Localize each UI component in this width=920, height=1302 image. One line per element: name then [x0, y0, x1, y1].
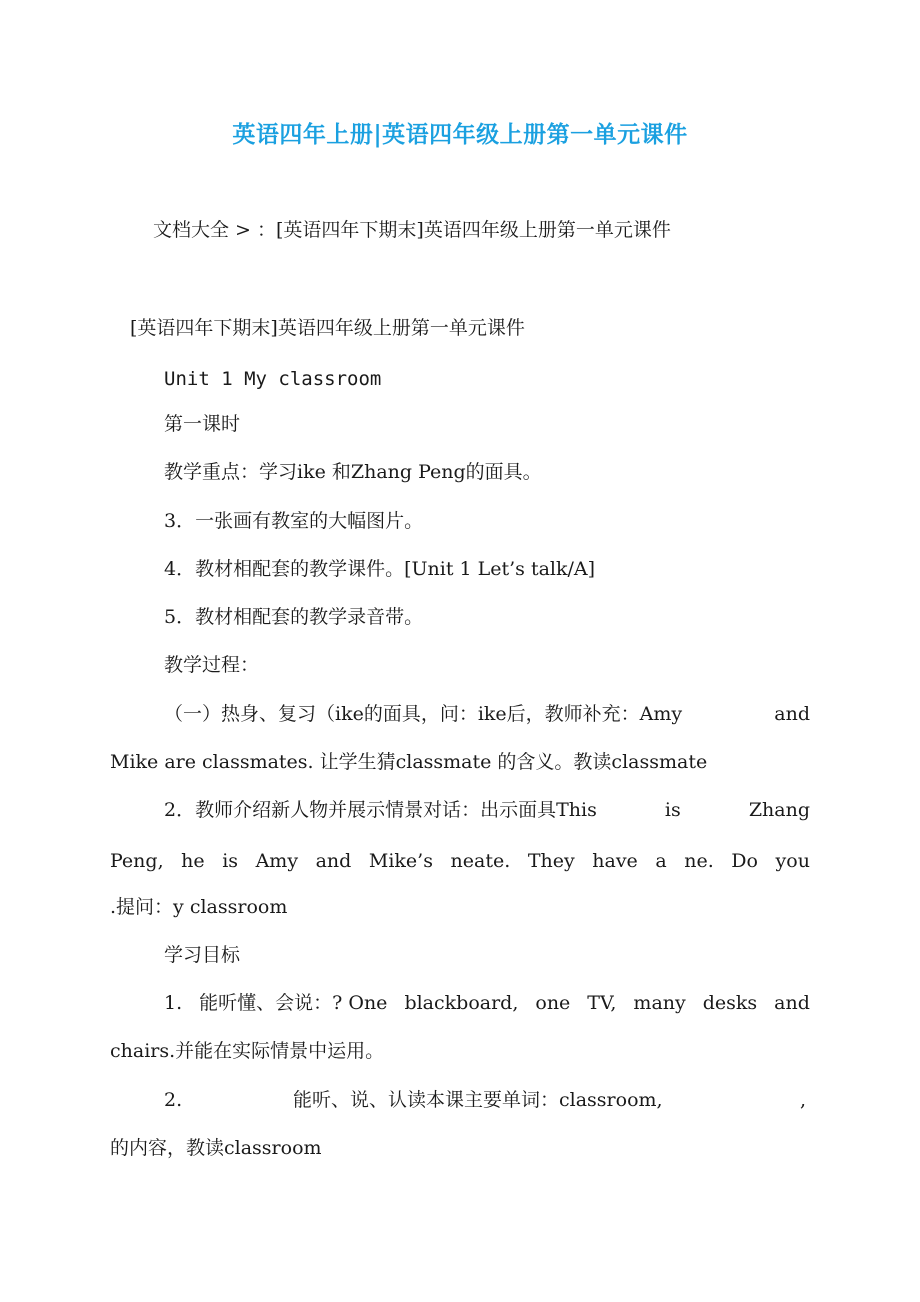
peng-word: you [775, 850, 810, 872]
document-title: 英语四年上册|英语四年级上册第一单元课件 [232, 121, 688, 148]
goals-heading: 学习目标 [164, 944, 241, 966]
goal-1-line-1 [164, 991, 810, 1015]
goal1-word: and [774, 992, 810, 1014]
warmup-line-1 [164, 702, 810, 726]
peng-word: a [655, 850, 667, 872]
lesson-line: 第一课时 [164, 413, 241, 435]
warmup-text-b: and [774, 703, 810, 725]
peng-word: is [222, 850, 239, 872]
peng-word: ne. [684, 850, 714, 872]
peng-word: have [592, 850, 638, 872]
intro-line-2 [110, 849, 810, 873]
breadcrumb: 文档大全 > ：[英语四年下期末]英语四年级上册第一单元课件 [153, 219, 671, 241]
goal-2-number: 2. [164, 1089, 183, 1111]
peng-word: he [181, 850, 205, 872]
goal-1-line-2: chairs.并能在实际情景中运用。 [110, 1040, 385, 1062]
process-heading: 教学过程： [164, 654, 260, 676]
intro-text-b: is [664, 799, 681, 821]
goal-2-text: 能听、说、认读本课主要单词：classroom, [293, 1089, 663, 1111]
intro-text-a: 2．教师介绍新人物并展示情景对话：出示面具This [164, 799, 597, 821]
peng-word: Mike’s [368, 850, 433, 872]
section-heading: [英语四年下期末]英语四年级上册第一单元课件 [130, 317, 525, 339]
unit-line: Unit 1 My classroom [164, 368, 382, 390]
goal1-word: blackboard, [404, 992, 519, 1014]
goal-2-comma: , [800, 1089, 807, 1111]
goal1-word: desks [702, 992, 758, 1014]
goal1-word: 能听懂、会说：? One [199, 992, 388, 1014]
materials-item-5: 5．教材相配套的教学录音带。 [164, 606, 424, 628]
materials-item-3: 3．一张画有教室的大幅图片。 [164, 510, 424, 532]
peng-word: Do [731, 850, 758, 872]
warmup-line-2: Mike are classmates. 让学生猜classmate 的含义。教读classmate [110, 751, 708, 773]
goal1-word: one [535, 992, 571, 1014]
warmup-text-a: （一）热身、复习（ike的面具，问：ike后，教师补充：Amy [164, 703, 683, 725]
intro-line-1 [164, 798, 810, 822]
ask-line: .提问：y classroom [110, 896, 288, 918]
peng-word: Peng, [110, 850, 164, 872]
intro-text-c: Zhang [748, 799, 810, 821]
peng-word: They [527, 850, 575, 872]
peng-word: neate. [450, 850, 511, 872]
goal-2-line-2: 的内容，教读classroom [110, 1137, 322, 1159]
focus-line: 教学重点：学习ike 和Zhang Peng的面具。 [164, 461, 542, 483]
goal1-word: 1. [164, 992, 183, 1014]
materials-item-4: 4．教材相配套的教学课件。[Unit 1 Let’s talk/A] [164, 558, 596, 580]
goal1-word: TV, [587, 992, 617, 1014]
peng-word: and [315, 850, 352, 872]
goal1-word: many [633, 992, 686, 1014]
peng-word: Amy [255, 850, 299, 872]
